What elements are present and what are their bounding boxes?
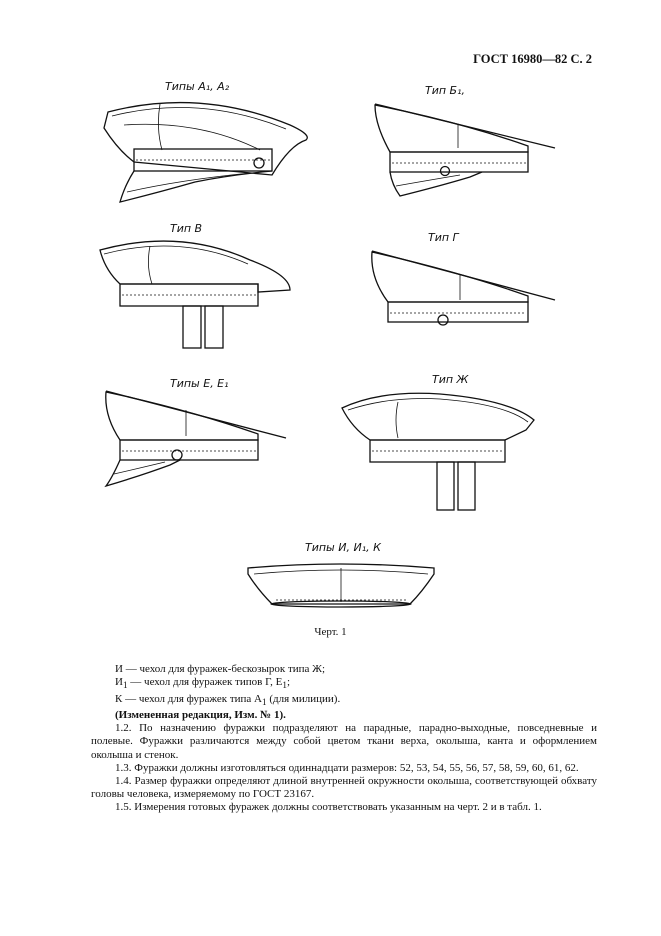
legend-line-2: $И_1$ — чехол для фуражек типов Г, $Е_1$; — [115, 676, 291, 691]
amendment-note: (Измененная редакция, Изм. № 1). — [115, 708, 286, 721]
cap-type-a — [104, 80, 307, 202]
label-type-b: Тип Б₁, — [425, 84, 466, 97]
label-type-e: Типы Е, Е₁ — [170, 377, 229, 390]
legend-line-3: К — чехол для фуражек типа $А_1$ (для милиции). — [115, 692, 341, 707]
cap-type-v — [100, 222, 290, 348]
label-type-zh: Тип Ж — [432, 373, 469, 386]
label-type-i: Типы И, И₁, К — [305, 541, 381, 554]
clause-1-2: 1.2. По назначению фуражки подразделяют на парадные, парадно-выходные, повседневные и полевые. Фуражки различаются между собой цветом ткани верха, околыша, канта и оформлением околыша и стенок. — [91, 722, 597, 761]
clause-1-5: 1.5. Измерения готовых фуражек должны соответствовать указанным на черт. 2 и в табл. 1. — [115, 801, 542, 814]
cap-type-e — [106, 377, 286, 486]
cap-type-g — [372, 231, 555, 325]
label-type-v: Тип В — [170, 222, 203, 235]
page-header: ГОСТ 16980—82 С. 2 — [473, 52, 592, 66]
label-type-g: Тип Г — [428, 231, 459, 244]
label-type-a: Типы А₁, А₂ — [165, 80, 230, 93]
body-text — [91, 663, 597, 815]
clause-1-3: 1.3. Фуражки должны изготовляться одиннадцати размеров: 52, 53, 54, 55, 56, 57, 58, 59, 60, 61, 62. — [115, 761, 579, 774]
cover-type-i — [248, 541, 434, 607]
figure-caption: Черт. 1 — [314, 626, 347, 638]
clause-1-4: 1.4. Размер фуражки определяют длиной внутренней окружности околыша, соответствующей обхвату головы человека, измеряемому по ГОСТ 23167. — [91, 775, 597, 801]
legend-line-1: И — чехол для фуражек-бескозырок типа Ж; — [115, 663, 326, 675]
cap-type-zh — [342, 373, 534, 510]
cap-type-b — [375, 84, 555, 196]
